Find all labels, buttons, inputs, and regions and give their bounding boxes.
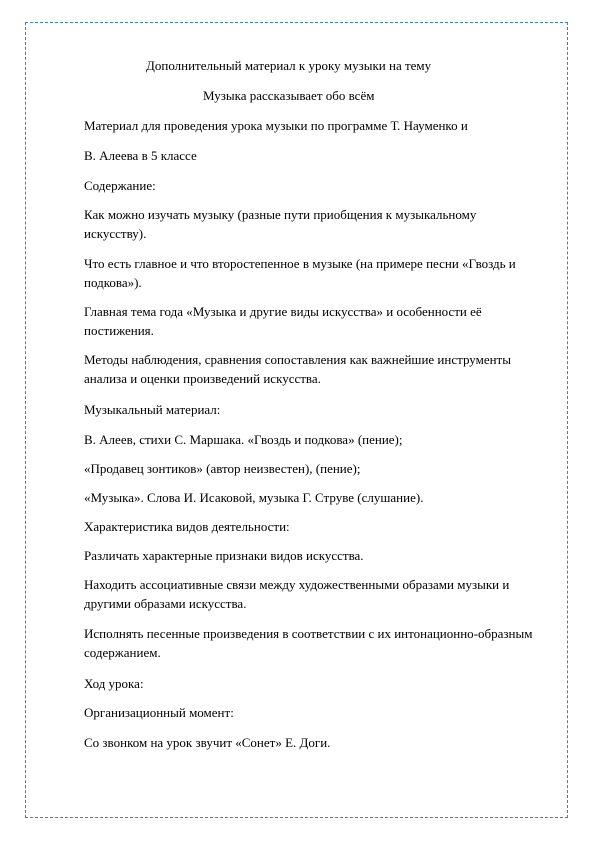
contents-item-1: Как можно изучать музыку (разные пути приобщения к музыкальному искусству). <box>84 207 477 241</box>
activity-heading: Характеристика видов деятельности: <box>84 519 290 534</box>
document-title: Дополнительный материал к уроку музыки на тему <box>146 58 432 73</box>
contents-item-3: Главная тема года «Музыка и другие виды искусства» и особенности её постижения. <box>84 304 482 338</box>
intro-line-1: Материал для проведения урока музыки по программе Т. Науменко и <box>84 118 468 133</box>
org-moment: Организационный момент: <box>84 705 234 720</box>
intro-line-2: В. Алеева в 5 классе <box>84 148 197 163</box>
contents-heading: Содержание: <box>84 178 156 193</box>
document-subtitle: Музыка рассказывает обо всём <box>203 88 375 103</box>
activity-item-1: Различать характерные признаки видов искусства. <box>84 548 364 563</box>
activity-item-3: Исполнять песенные произведения в соответствии с их интонационно-образным содержанием. <box>84 626 533 660</box>
bell-line: Со звонком на урок звучит «Сонет» Е. Доги. <box>84 735 331 750</box>
music-item-3: «Музыка». Слова И. Исаковой, музыка Г. Струве (слушание). <box>84 490 424 505</box>
music-heading: Музыкальный материал: <box>84 402 221 417</box>
contents-item-2: Что есть главное и что второстепенное в музыке (на примере песни «Гвоздь и подкова»). <box>84 256 516 290</box>
page-border <box>25 22 568 818</box>
contents-item-4: Методы наблюдения, сравнения сопоставления как важнейшие инструменты анализа и оценки произведений искусства. <box>84 352 511 386</box>
music-item-2: «Продавец зонтиков» (автор неизвестен), (пение); <box>84 461 361 476</box>
music-item-1: В. Алеев, стихи С. Маршака. «Гвоздь и подкова» (пение); <box>84 432 403 447</box>
lesson-heading: Ход урока: <box>84 676 144 691</box>
activity-item-2: Находить ассоциативные связи между художественными образами музыки и другими образами искусства. <box>84 577 510 611</box>
